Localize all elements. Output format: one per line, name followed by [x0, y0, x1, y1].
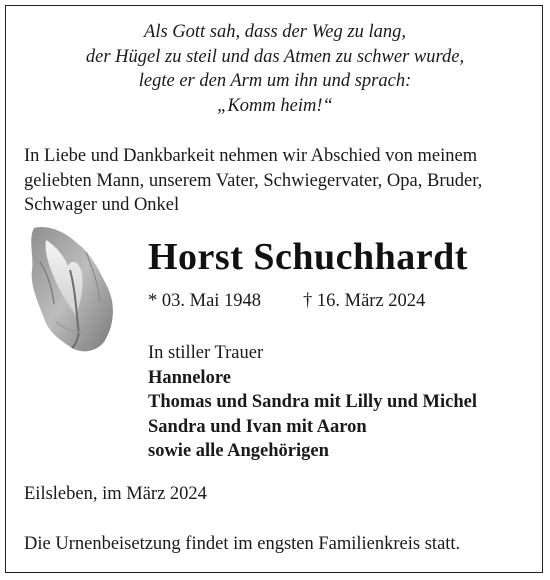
farewell-line: Schwager und Onkel: [24, 195, 180, 215]
poem-line: legte er den Arm um ihn und sprach:: [138, 71, 412, 91]
calla-lily-icon: [26, 222, 122, 356]
mourner-name: Hannelore: [148, 367, 231, 388]
mourning-heading: In stiller Trauer: [148, 343, 264, 363]
place-and-date: Eilsleben, im März 2024: [24, 484, 207, 504]
funeral-note: Die Urnenbeisetzung findet im engsten Familienkreis statt.: [24, 534, 461, 554]
mourner-name: Thomas und Sandra mit Lilly und Michel: [148, 392, 477, 412]
farewell-text: [24, 144, 534, 218]
mourner-name: Sandra und Ivan mit Aaron: [148, 416, 367, 437]
farewell-line: geliebten Mann, unserem Vater, Schwiegervater, Opa, Bruder,: [24, 170, 483, 191]
mourners-block: [148, 341, 477, 464]
death-date: † 16. März 2024: [303, 291, 426, 311]
poem-line: „Komm heim!“: [217, 95, 333, 116]
deceased-name: Horst Schuchhardt: [148, 236, 468, 278]
poem-line: der Hügel zu steil und das Atmen zu schwer wurde,: [85, 46, 465, 67]
poem-line: Als Gott sah, dass der Weg zu lang,: [144, 22, 406, 42]
memorial-poem: [20, 20, 530, 118]
farewell-line: In Liebe und Dankbarkeit nehmen wir Abschied von meinem: [24, 146, 478, 166]
birth-date: * 03. Mai 1948: [148, 291, 262, 311]
mourner-name: sowie alle Angehörigen: [148, 441, 329, 461]
